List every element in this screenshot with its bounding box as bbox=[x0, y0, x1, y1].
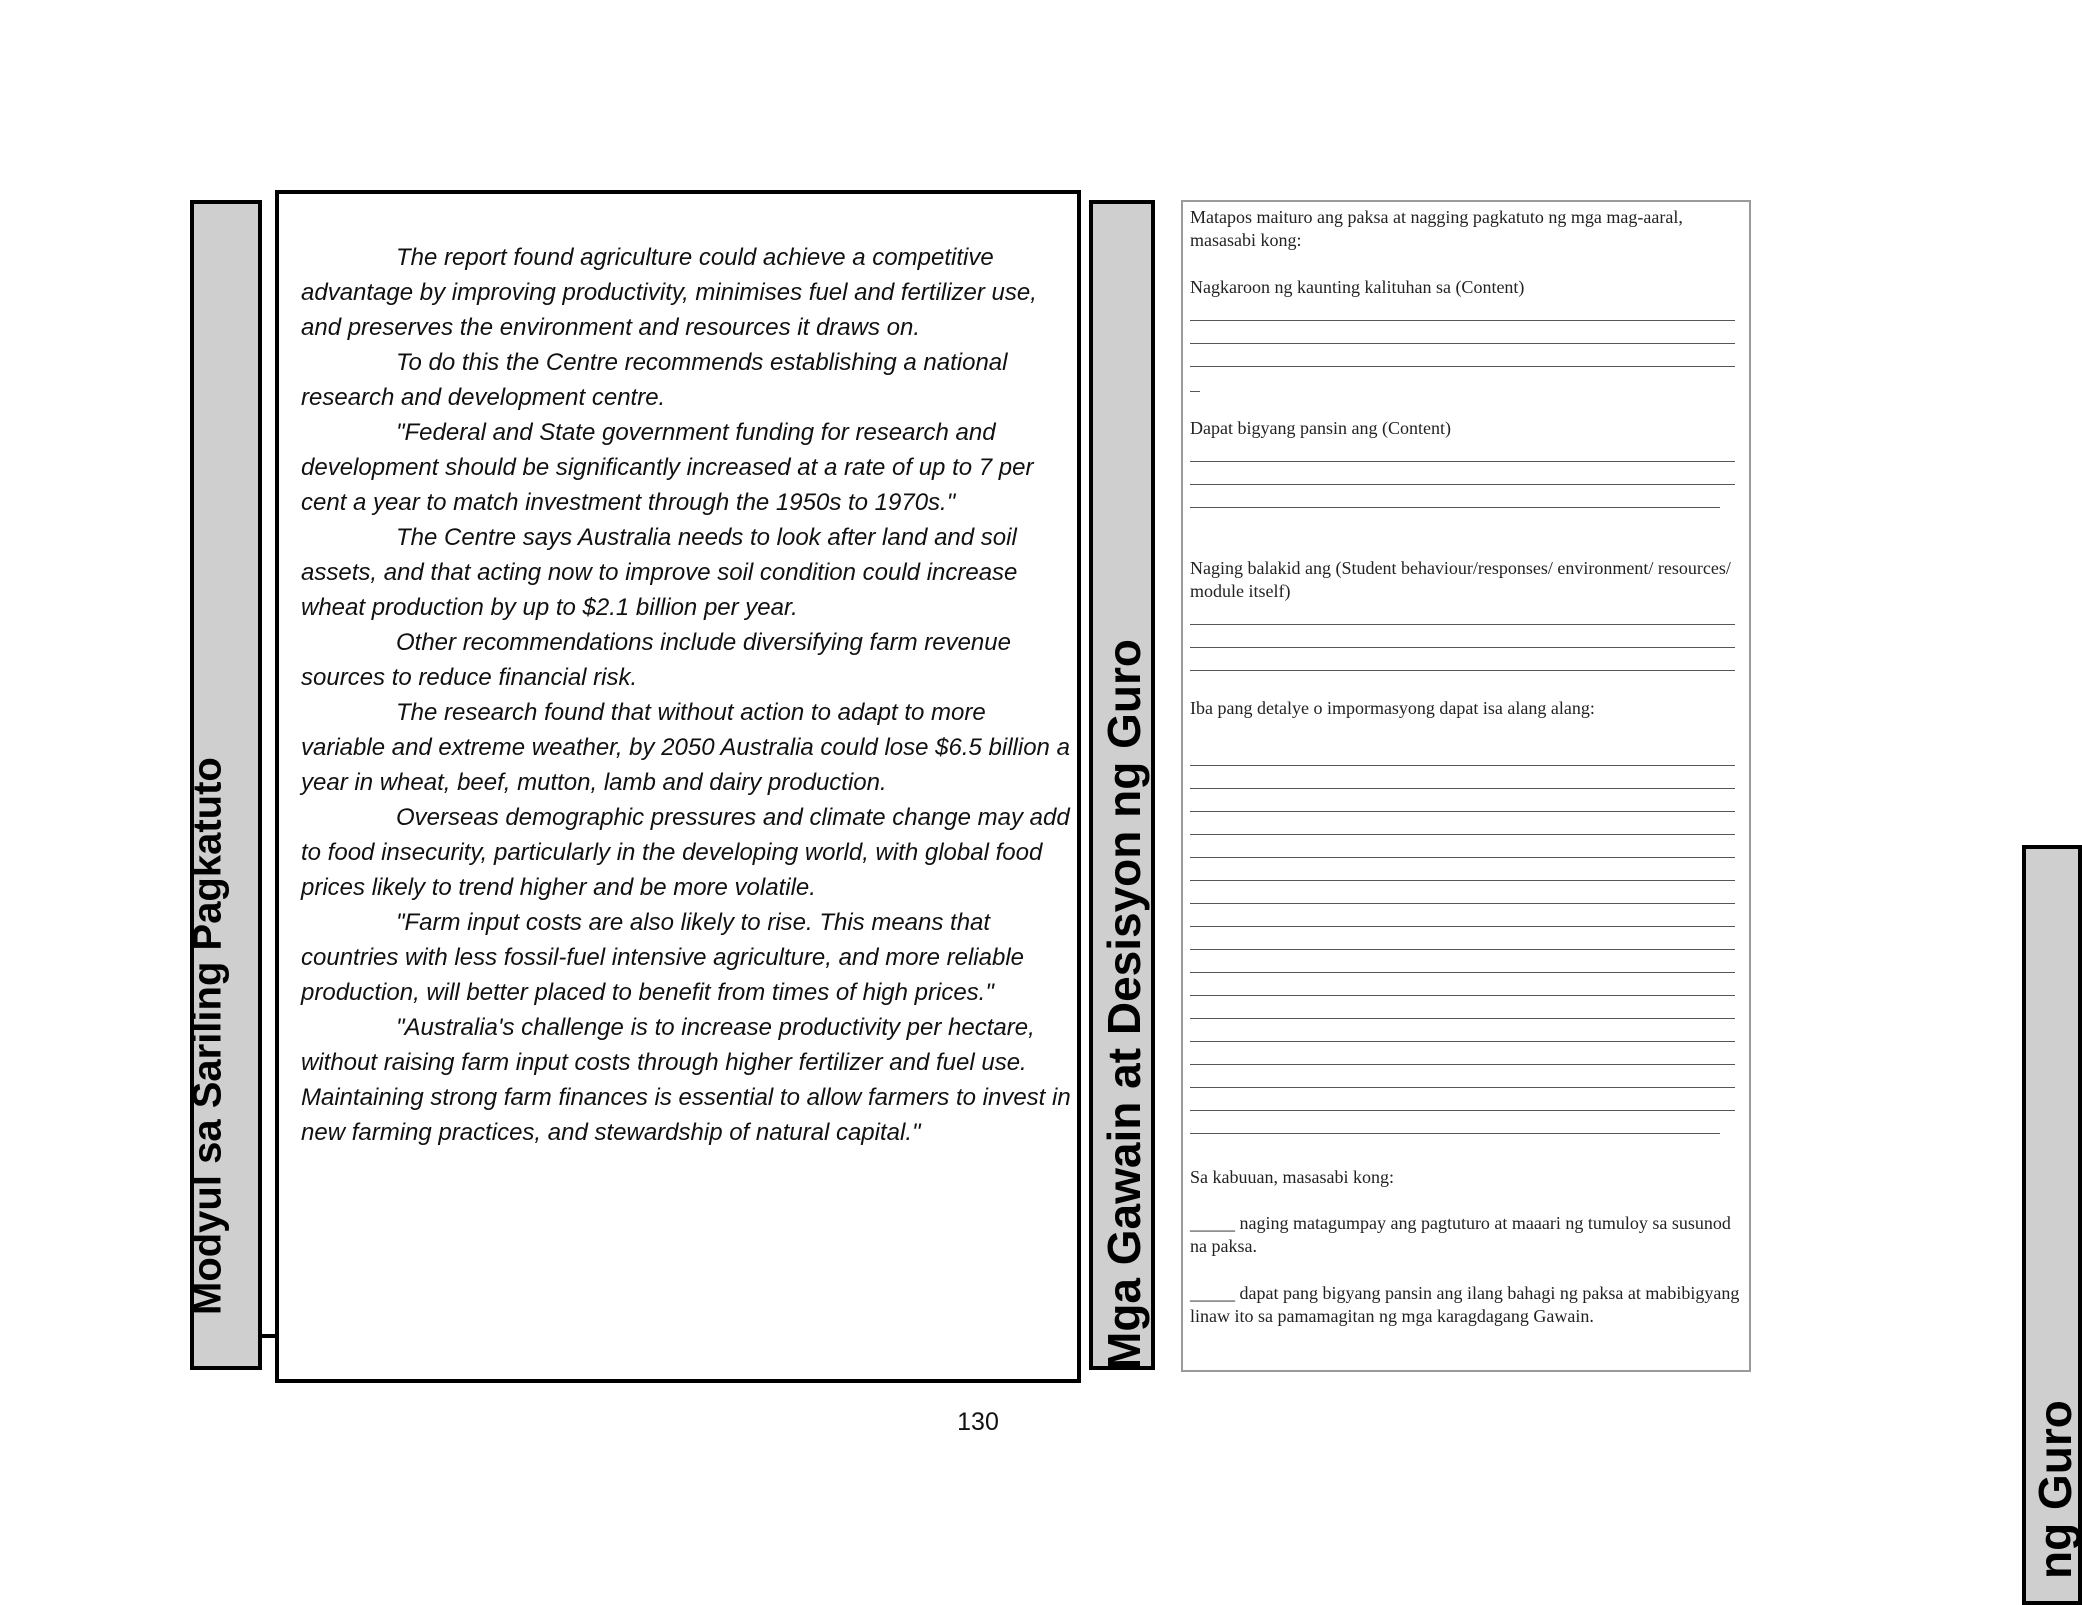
answer-line[interactable] bbox=[1190, 926, 1735, 927]
answer-line[interactable] bbox=[1190, 995, 1735, 996]
article-paragraph: To do this the Centre recommends establishing a national research and development centre. bbox=[301, 349, 1008, 411]
answer-line[interactable] bbox=[1190, 1133, 1720, 1134]
form-question-4: Iba pang detalye o impormasyong dapat isa alang alang: bbox=[1190, 698, 1595, 718]
article-paragraph: "Australia's challenge is to increase productivity per hectare, without raising farm input costs through higher fertilizer and fuel use. Maintaining strong farm finances is essential to allow farmers to invest in new farming practices, and stewardship of natural capital." bbox=[301, 1014, 1071, 1146]
sidebar-tab-gawain bbox=[1089, 200, 1155, 1370]
sidebar-tab-gawain-label: Mga Gawain at Desisyon ng Guro bbox=[1098, 638, 1150, 1370]
article-paragraph: The report found agriculture could achieve a competitive advantage by improving productivity, minimises fuel and fertilizer use, and preserves the environment and resources it draws on. bbox=[301, 244, 1037, 341]
answer-line[interactable] bbox=[1190, 788, 1735, 789]
article-box bbox=[275, 190, 1081, 1383]
sidebar-tab-partial-label: ng Guro bbox=[2029, 1400, 2081, 1579]
article-paragraph: Overseas demographic pressures and climate change may add to food insecurity, particularly in the developing world, with global food prices likely to trend higher and be more volatile. bbox=[301, 804, 1070, 901]
article-paragraph: The research found that without action to adapt to more variable and extreme weather, by 2050 Australia could lose $6.5 billion a year in wheat, beef, mutton, lamb and dairy production. bbox=[301, 699, 1070, 796]
answer-line[interactable] bbox=[1190, 670, 1735, 671]
answer-line[interactable] bbox=[1190, 857, 1735, 858]
answer-line[interactable] bbox=[1190, 811, 1735, 812]
answer-line[interactable] bbox=[1190, 1018, 1735, 1019]
article-paragraph: "Farm input costs are also likely to rise. This means that countries with less fossil-fuel intensive agriculture, and more reliable production, will better placed to benefit from times of high prices." bbox=[301, 909, 1024, 1006]
answer-line[interactable] bbox=[1190, 880, 1735, 881]
form-option-2: _____ dapat pang bigyang pansin ang ilang bahagi ng paksa at mabibigyang linaw ito sa pamamagitan ng mga karagdagang Gawain. bbox=[1190, 1283, 1740, 1326]
form-question-3: Naging balakid ang (Student behaviour/responses/ environment/ resources/ module itself) bbox=[1190, 558, 1731, 601]
answer-line[interactable] bbox=[1190, 949, 1735, 950]
article-paragraph: Other recommendations include diversifying farm revenue sources to reduce financial risk. bbox=[301, 629, 1011, 691]
article-paragraph: "Federal and State government funding for research and development should be significantly increased at a rate of up to 7 per cent a year to match investment through the 1950s to 1970s." bbox=[301, 419, 1034, 516]
answer-line[interactable] bbox=[1190, 507, 1720, 508]
form-option-1: _____ naging matagumpay ang pagtuturo at maaari ng tumuloy sa susunod na paksa. bbox=[1190, 1213, 1731, 1256]
reflection-form bbox=[1181, 200, 1751, 1372]
answer-line[interactable] bbox=[1190, 1064, 1735, 1065]
form-question-1: Nagkaroon ng kaunting kalituhan sa (Content) bbox=[1190, 277, 1525, 297]
sidebar-tab-modyul-label: Modyul sa Sariling Pagkatuto bbox=[185, 757, 230, 1315]
answer-line[interactable] bbox=[1190, 343, 1735, 344]
answer-line[interactable] bbox=[1190, 391, 1200, 392]
form-intro: Matapos maituro ang paksa at nagging pagkatuto ng mga mag-aaral, masasabi kong: bbox=[1190, 207, 1683, 250]
answer-line[interactable] bbox=[1190, 972, 1735, 973]
answer-line[interactable] bbox=[1190, 765, 1735, 766]
answer-line[interactable] bbox=[1190, 1041, 1735, 1042]
answer-line[interactable] bbox=[1190, 1087, 1735, 1088]
answer-line[interactable] bbox=[1190, 461, 1735, 462]
answer-line[interactable] bbox=[1190, 834, 1735, 835]
article-paragraph: The Centre says Australia needs to look after land and soil assets, and that acting now to improve soil condition could increase wheat production by up to $2.1 billion per year. bbox=[301, 524, 1018, 621]
answer-line[interactable] bbox=[1190, 624, 1735, 625]
answer-line[interactable] bbox=[1190, 484, 1735, 485]
form-summary: Sa kabuuan, masasabi kong: bbox=[1190, 1167, 1394, 1187]
form-question-2: Dapat bigyang pansin ang (Content) bbox=[1190, 418, 1451, 438]
answer-line[interactable] bbox=[1190, 903, 1735, 904]
article-text bbox=[301, 240, 1071, 1150]
sidebar-tab-partial bbox=[2022, 845, 2082, 1605]
sidebar-tab-modyul bbox=[185, 200, 262, 1370]
answer-line[interactable] bbox=[1190, 1110, 1735, 1111]
answer-line[interactable] bbox=[1190, 320, 1735, 321]
page-number: 130 bbox=[957, 1408, 999, 1436]
answer-line[interactable] bbox=[1190, 366, 1735, 367]
answer-line[interactable] bbox=[1190, 647, 1735, 648]
